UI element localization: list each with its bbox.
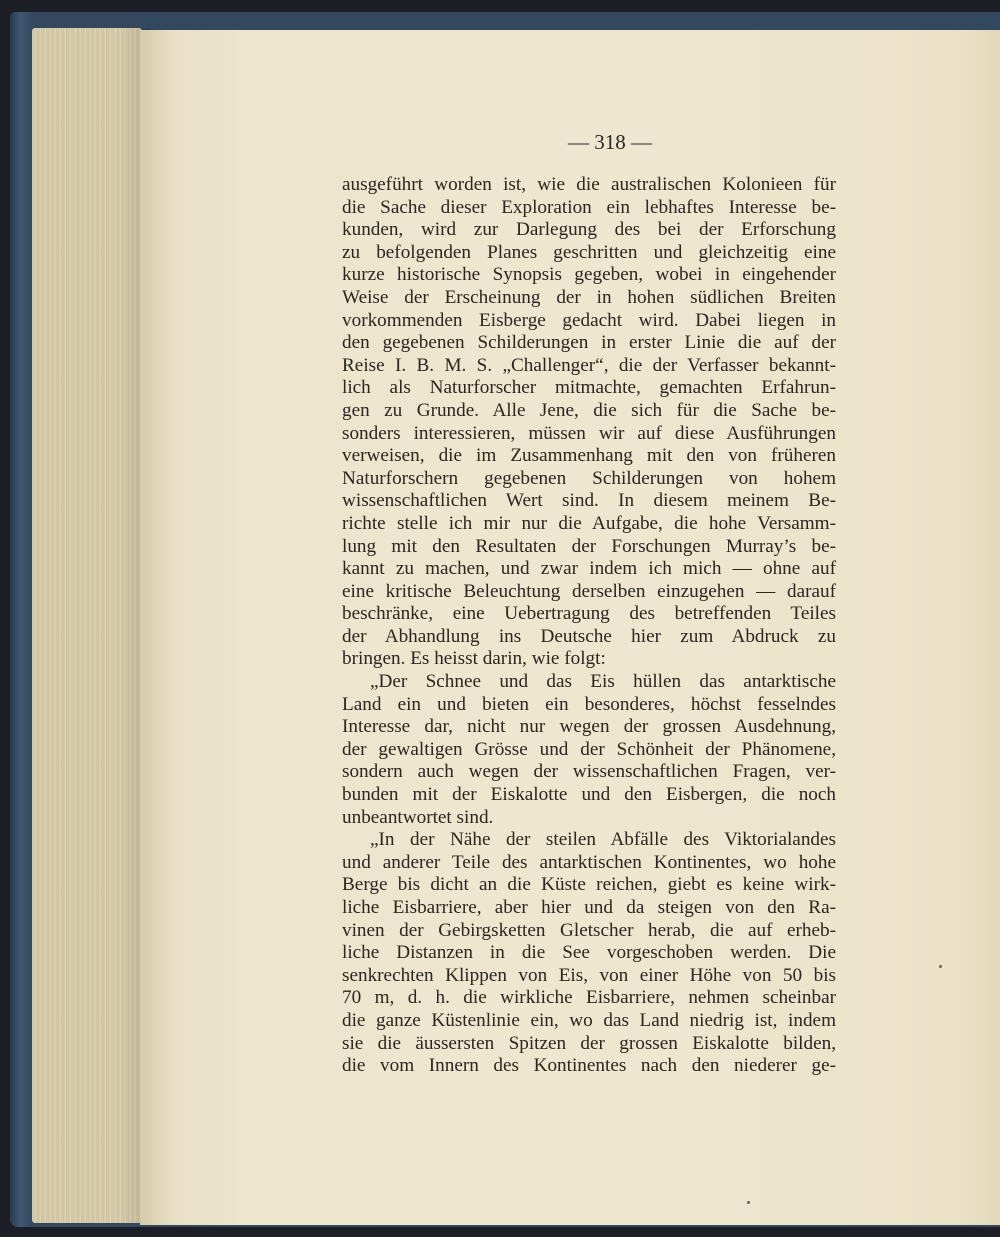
- text-line: der Abhandlung ins Deutsche hier zum Abdruck zu: [342, 625, 836, 647]
- page-text-body: [342, 174, 836, 1078]
- text-line: Weise der Erscheinung der in hohen südlichen Breiten: [342, 286, 836, 308]
- book-page: [140, 30, 1000, 1225]
- text-line: „In der Nähe der steilen Abfälle des Viktorialandes: [370, 829, 836, 851]
- text-line: senkrechten Klippen von Eis, von einer Höhe von 50 bis: [342, 964, 836, 986]
- text-line: unbeantwortet sind.: [342, 806, 494, 828]
- text-line: Land ein und bieten ein besonderes, höchst fesselndes: [342, 693, 836, 715]
- text-line: bunden mit der Eiskalotte und den Eisbergen, die noch: [342, 784, 836, 806]
- text-line: richte stelle ich mir nur die Aufgabe, die hohe Versamm-: [342, 512, 836, 534]
- text-line: liche Eisbarriere, aber hier und da steigen von den Ra-: [342, 897, 836, 918]
- text-line: kunden, wird zur Darlegung des bei der Erforschung: [342, 219, 836, 241]
- text-line: bringen. Es heisst darin, wie folgt:: [342, 648, 606, 670]
- text-line: ausgeführt worden ist, wie die australischen Kolonieen für: [342, 174, 836, 195]
- text-line: lich als Naturforscher mitmachte, gemachten Erfahrun-: [342, 377, 836, 399]
- text-line: 70 m, d. h. die wirkliche Eisbarriere, nehmen scheinbar: [342, 987, 836, 1009]
- text-line: die vom Innern des Kontinentes nach den niederer ge-: [342, 1055, 836, 1077]
- text-line: kurze historische Synopsis gegeben, wobei in eingehender: [342, 264, 836, 286]
- paper-speck: [939, 965, 942, 968]
- text-line: und anderer Teile des antarktischen Kontinentes, wo hohe: [342, 851, 836, 873]
- text-line: Interesse dar, nicht nur wegen der grossen Ausdehnung,: [342, 716, 836, 738]
- text-line: sie die äussersten Spitzen der grossen Eiskalotte bilden,: [342, 1032, 836, 1054]
- text-line: die Sache dieser Exploration ein lebhaftes Interesse be-: [342, 196, 836, 218]
- text-line: gen zu Grunde. Alle Jene, die sich für die Sache be-: [342, 399, 836, 421]
- text-line: kannt zu machen, und zwar indem ich mich — ohne auf: [342, 558, 836, 580]
- text-line: beschränke, eine Uebertragung des betreffenden Teiles: [342, 603, 836, 625]
- text-line: liche Distanzen in die See vorgeschoben werden. Die: [342, 942, 836, 964]
- page-number: — 318 —: [568, 130, 652, 154]
- text-line: eine kritische Beleuchtung derselben einzugehen — darauf: [342, 580, 836, 602]
- text-line: lung mit den Resultaten der Forschungen Murray’s be-: [342, 535, 836, 557]
- text-line: verweisen, die im Zusammenhang mit den von früheren: [342, 445, 836, 467]
- text-line: der gewaltigen Grösse und der Schönheit der Phänomene,: [342, 738, 836, 760]
- text-line: sondern auch wegen der wissenschaftlichen Fragen, ver-: [342, 761, 836, 783]
- text-line: Berge bis dicht an die Küste reichen, giebt es keine wirk-: [342, 874, 836, 896]
- text-line: sonders interessieren, müssen wir auf diese Ausführungen: [342, 422, 836, 444]
- text-line: „Der Schnee und das Eis hüllen das antarktische: [370, 671, 836, 693]
- text-line: die ganze Küstenlinie ein, wo das Land niedrig ist, indem: [342, 1009, 836, 1031]
- book-spine-edge: [10, 12, 32, 1227]
- text-line: den gegebenen Schilderungen in erster Linie die auf der: [342, 332, 836, 354]
- paper-speck: [747, 1201, 750, 1204]
- text-line: Reise I. B. M. S. „Challenger“, die der Verfasser bekannt-: [342, 354, 836, 376]
- text-line: zu befolgenden Planes geschritten und gleichzeitig eine: [342, 241, 836, 263]
- text-line: wissenschaftlichen Wert sind. In diesem meinem Be-: [342, 490, 836, 512]
- text-line: Naturforschern gegebenen Schilderungen von hohem: [342, 467, 836, 489]
- text-line: vinen der Gebirgsketten Gletscher herab, die auf erheb-: [342, 919, 836, 941]
- text-line: vorkommenden Eisberge gedacht wird. Dabei liegen in: [342, 309, 836, 331]
